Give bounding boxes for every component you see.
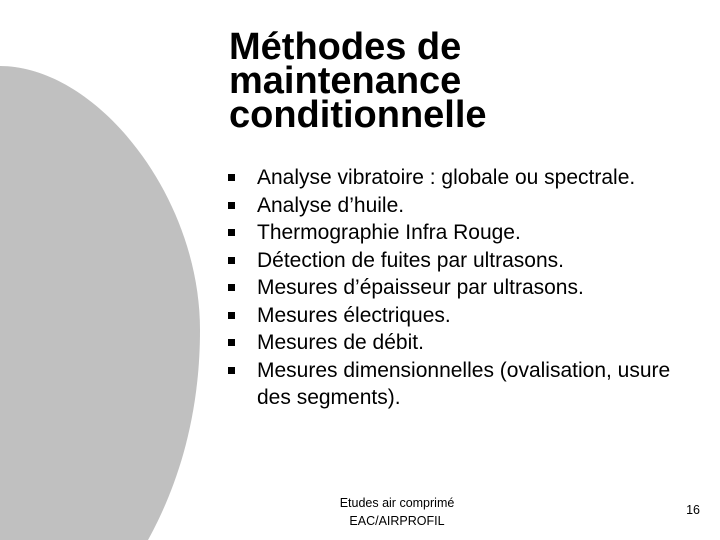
bullet-item (228, 302, 708, 330)
bullet-text: Analyse vibratoire : globale ou spectrale. (257, 166, 636, 189)
footer-line: EAC/AIRPROFIL (349, 514, 445, 528)
square-bullet-icon (228, 202, 235, 209)
bullet-text: Mesures dimensionnelles (ovalisation, usure des segments). (257, 358, 671, 409)
bullet-item (228, 329, 708, 357)
bullet-text: Mesures d’épaisseur par ultrasons. (257, 276, 584, 299)
footer-text (326, 494, 468, 530)
bullet-text: Mesures électriques. (257, 303, 451, 327)
bullet-text: Mesures de débit. (257, 331, 424, 354)
bullet-item (228, 164, 708, 192)
background-curve-shape (0, 66, 200, 540)
bullet-item (228, 357, 708, 412)
square-bullet-icon (228, 312, 235, 319)
bullet-list (228, 164, 708, 412)
bullet-text: Analyse d’huile. (257, 193, 405, 217)
square-bullet-icon (228, 284, 235, 291)
bullet-text: Détection de fuites par ultrasons. (257, 248, 565, 272)
square-bullet-icon (228, 257, 235, 264)
bullet-item (228, 219, 708, 247)
title-line: maintenance (229, 60, 462, 102)
bullet-item (228, 247, 708, 275)
page-number: 16 (686, 503, 700, 517)
square-bullet-icon (228, 229, 235, 236)
title-line: Méthodes de (229, 26, 462, 68)
slide-title (229, 26, 689, 136)
square-bullet-icon (228, 174, 235, 181)
footer-line: Etudes air comprimé (339, 496, 455, 510)
square-bullet-icon (228, 339, 235, 346)
bullet-item (228, 274, 708, 302)
title-line: conditionnelle (229, 94, 487, 136)
bullet-item (228, 192, 708, 220)
bullet-text: Thermographie Infra Rouge. (257, 221, 521, 244)
square-bullet-icon (228, 367, 235, 374)
